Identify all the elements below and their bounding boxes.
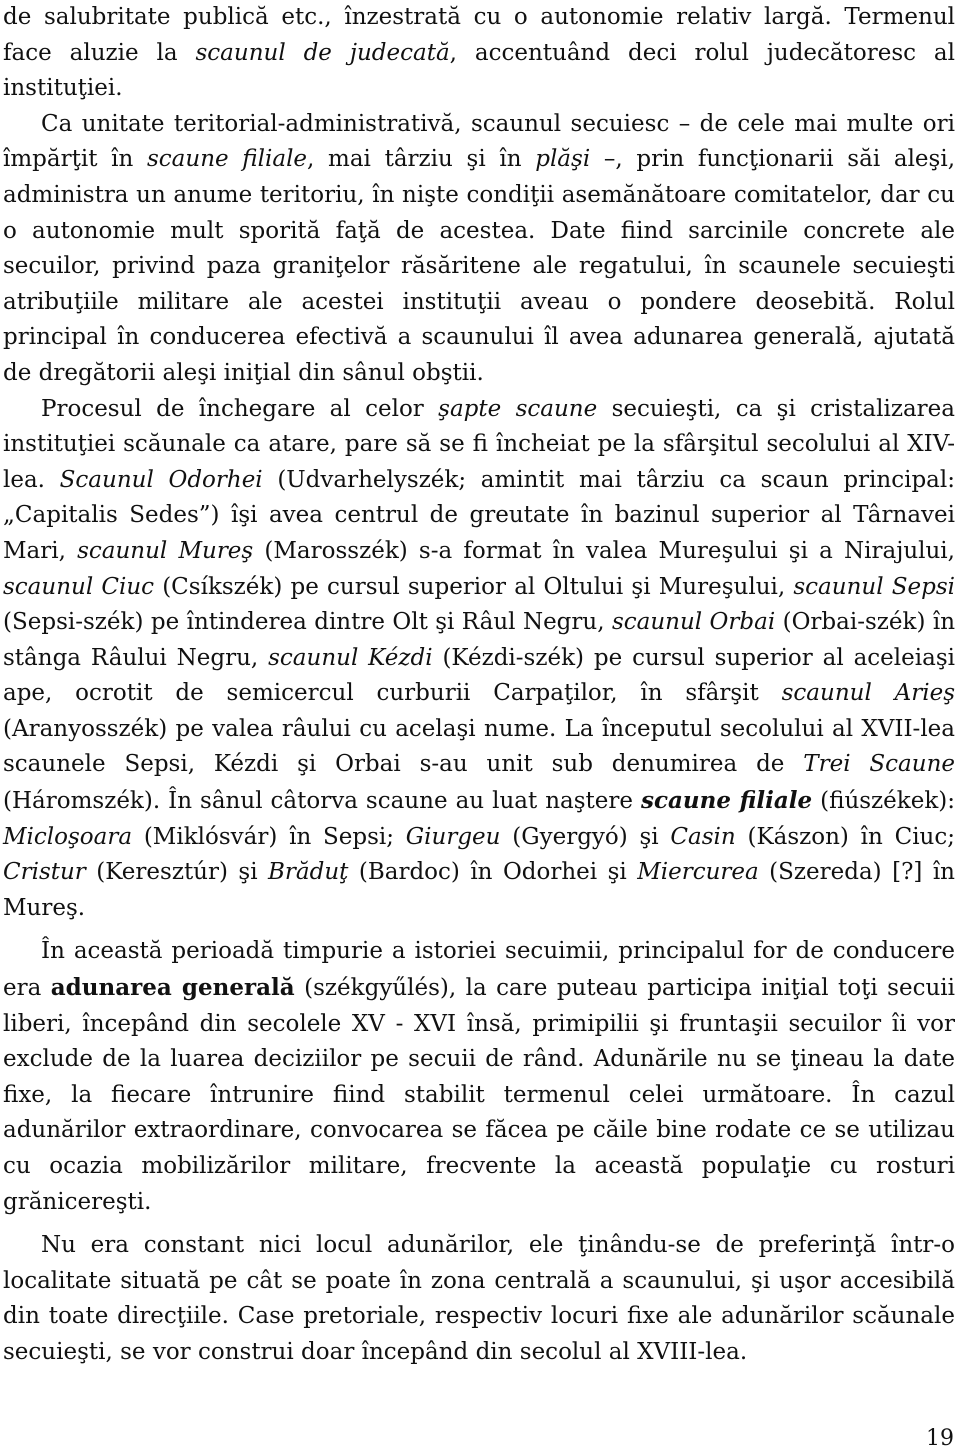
text-run: secuieşti, ca şi cristalizarea instituţiei scăunale ca atare, pare să se fi încheiat pe la sfârşitul secolului al XIV-lea.: [3, 395, 955, 493]
paragraph: [3, 392, 955, 927]
italic-term: Miercurea: [637, 859, 759, 886]
text-run: Ca unitate teritorial-administrativă, scaunul secuiesc – de cele mai multe ori împărţit în: [3, 110, 955, 173]
text-run: (Kászon) în Ciuc;: [735, 823, 955, 850]
italic-term: plăşi: [535, 146, 591, 173]
text-run: (Szereda) [?] în Mureş.: [3, 859, 956, 921]
text-run: (Marosszék) s-a format în valea Mureşului şi a Nirajului,: [253, 537, 955, 564]
paragraph: [3, 934, 955, 1220]
text-run: –, prin funcţionarii săi aleşi, administra un anume teritoriu, în nişte condiţii asemănătoare comitatelor, dar cu o autonomie mult sporită faţă de acestea. Date fiind sarcinile concrete ale secuilor, privind paza graniţelor răsăritene ale regatului, în scaunele secuieşti atribuţiile militare ale acestei instituţii aveau o pondere deosebită. Rolul principal în conducerea efectivă a scaunului îl avea adunarea generală, ajutată de dregătorii aleşi iniţial din sânul obştii.: [3, 146, 956, 386]
text-run: (Udvarhelyszék; amintit mai târziu ca scaun principal: „Capitalis Sedes”) îşi avea centrul de greutate în bazinul superior al Târnavei Mari,: [3, 466, 955, 564]
italic-term: Scaunul Odorhei: [59, 466, 263, 493]
text-run: Procesul de închegare al celor: [41, 395, 439, 422]
italic-term: Trei Scaune: [803, 751, 956, 778]
paragraph: [3, 0, 955, 107]
italic-term: scaunul de judecată: [195, 39, 450, 66]
paragraph: [3, 107, 955, 392]
text-run: (székgyűlés), la care puteau participa iniţial toţi secuii liberi, începând din secolele XV - XVI însă, primipilii şi fruntaşii secuilor îi vor exclude de la luarea deciziilor pe secuii de rând. Adunările nu se ţineau la date fixe, la fiecare întrunire fiind stabilit termenul celei următoare. În cazul adunărilor extraordinare, convocarea se făcea pe căile bine rodate ce se utilizau cu ocazia mobilizărilor militare, frecvente la această populaţie cu rosturi grănicereşti.: [3, 975, 955, 1215]
text-run: , accentuând deci rolul judecătoresc al instituţiei.: [3, 39, 955, 102]
text-run: (Aranyosszék) pe valea râului cu acelaşi nume. La începutul secolului al XVII-lea scaunele Sepsi, Kézdi şi Orbai s-au unit sub denumirea de: [3, 715, 955, 778]
italic-term: şapte scaune: [438, 395, 598, 422]
italic-term: Brăduţ: [268, 859, 349, 886]
text-run: , mai târziu şi în: [307, 146, 536, 173]
text-run: (Sepsi-szék) pe întinderea dintre Olt şi Râul Negru,: [3, 609, 612, 636]
text-run: (Csíkszék) pe cursul superior al Oltului şi Mureşului,: [154, 573, 794, 600]
italic-term: scaune filiale: [146, 146, 308, 173]
paragraph: [3, 1228, 955, 1370]
italic-term: scaunul Orbai: [611, 609, 776, 636]
italic-term: scaunul Ciuc: [3, 573, 155, 600]
text-run: (Miklósvár) în Sepsi;: [132, 823, 406, 850]
italic-term: scaunul Mureş: [77, 537, 254, 564]
italic-term: scaunul Kézdi: [268, 644, 433, 671]
text-run: (Kézdi-szék) pe cursul superior al aceleiaşi ape, ocrotit de semicercul curburii Carpaţilor, în sfârşit: [3, 644, 955, 707]
text-run: (Gyergyó) şi: [500, 823, 671, 850]
text-run: Nu era constant nici locul adunărilor, ele ţinându-se de preferinţă într-o localitate situată pe cât se poate în zona centrală a scaunului, şi uşor accesibilă din toate direcţiile. Case pretoriale, respectiv locuri fixe ale adunărilor scăunale secuieşti, se vor construi doar începând din secolul al XVIII-lea.: [3, 1232, 955, 1365]
bold-italic-term: scaune filiale: [641, 787, 813, 815]
document-body: [3, 0, 955, 1371]
text-run: (Háromszék). În sânul câtorva scaune au luat naştere: [3, 788, 642, 815]
italic-term: Casin: [670, 823, 736, 850]
bold-term: adunarea generală: [50, 974, 295, 1002]
italic-term: Giurgeu: [405, 823, 501, 850]
text-run: de salubritate publică etc., înzestrată cu o autonomie relativ largă. Termenul face aluzie la: [3, 4, 955, 66]
text-run: (Bardoc) în Odorhei şi: [348, 859, 638, 886]
text-run: (Keresztúr) şi: [85, 859, 269, 886]
text-run: În această perioadă timpurie a istoriei secuimii, principalul for de conducere era: [3, 938, 955, 1002]
italic-term: Cristur: [3, 859, 86, 886]
page-number: 19: [926, 1426, 954, 1451]
italic-term: Micloşoara: [3, 823, 133, 850]
text-run: (Orbai-szék) în stânga Râului Negru,: [3, 609, 956, 671]
italic-term: scaunul Sepsi: [793, 573, 955, 600]
italic-term: scaunul Arieş: [781, 680, 955, 707]
text-run: (fiúszékek):: [812, 788, 955, 815]
